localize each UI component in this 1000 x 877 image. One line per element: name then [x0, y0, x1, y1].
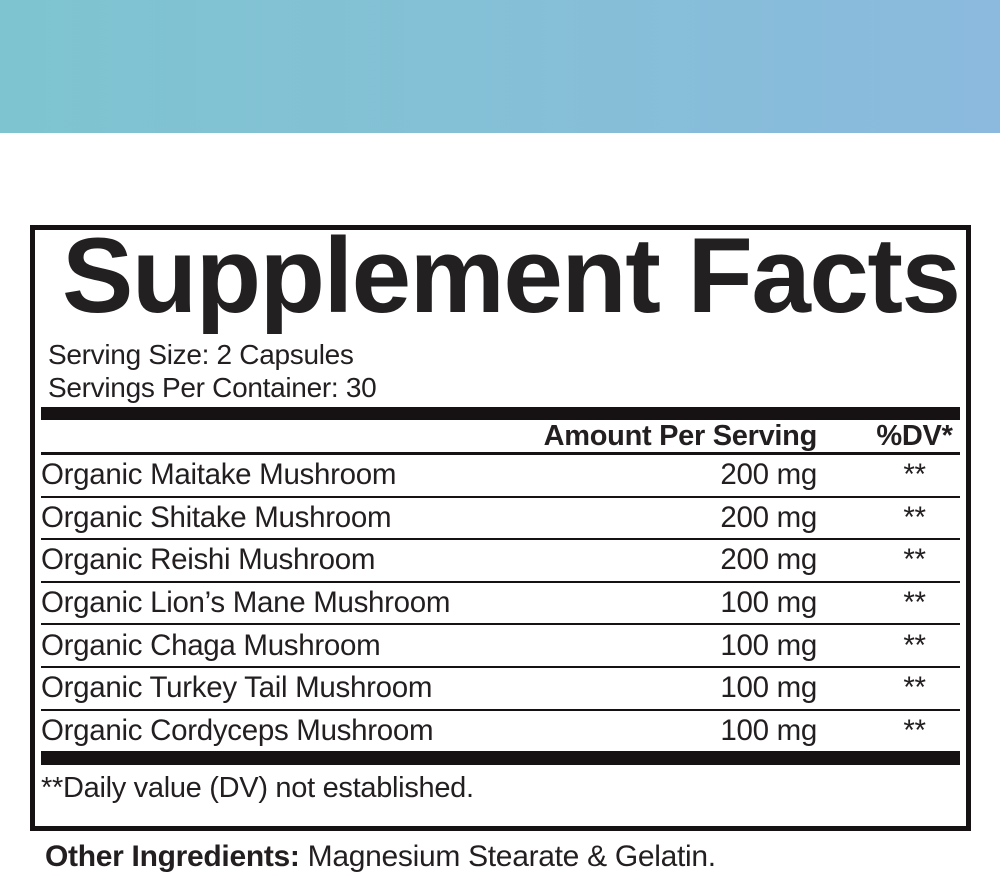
ingredient-dv: ** [903, 458, 926, 492]
table-row [41, 540, 960, 583]
other-ingredients-value: Magnesium Stearate & Gelatin. [299, 840, 716, 873]
header-amount-per-serving: Amount Per Serving [543, 419, 817, 452]
ingredient-amount: 100 mg [720, 586, 817, 620]
serving-info [48, 338, 960, 404]
ingredient-dv: ** [903, 713, 926, 747]
header-percent-dv: %DV* [876, 419, 953, 452]
ingredient-amount: 100 mg [720, 671, 817, 705]
table-header-row [41, 420, 960, 455]
ingredient-name: Organic Chaga Mushroom [41, 628, 381, 662]
table-row [41, 711, 960, 754]
ingredient-dv: ** [903, 671, 926, 705]
ingredient-amount: 200 mg [720, 458, 817, 492]
ingredient-dv: ** [903, 586, 926, 620]
ingredient-name: Organic Lion’s Mane Mushroom [41, 586, 451, 620]
table-row [41, 498, 960, 541]
table-row [41, 668, 960, 711]
ingredient-dv: ** [903, 543, 926, 577]
ingredient-name: Organic Turkey Tail Mushroom [41, 671, 433, 705]
ingredient-name: Organic Cordyceps Mushroom [41, 713, 434, 747]
ingredient-amount: 200 mg [720, 500, 817, 534]
servings-per-container-line: Servings Per Container: 30 [48, 372, 377, 403]
panel-title: Supplement Facts [62, 215, 960, 335]
serving-size-line: Serving Size: 2 Capsules [48, 339, 354, 370]
other-ingredients-line [45, 840, 716, 874]
table-row [41, 455, 960, 498]
supplement-facts-panel [30, 215, 971, 831]
ingredient-amount: 100 mg [720, 628, 817, 662]
footnote-top-bar [41, 753, 960, 765]
ingredient-amount: 200 mg [720, 543, 817, 577]
ingredient-dv: ** [903, 628, 926, 662]
header-top-bar [41, 407, 960, 420]
ingredient-name: Organic Reishi Mushroom [41, 543, 376, 577]
dv-footnote: **Daily value (DV) not established. [41, 772, 474, 805]
ingredient-dv: ** [903, 500, 926, 534]
ingredient-amount: 100 mg [720, 713, 817, 747]
ingredient-name: Organic Maitake Mushroom [41, 458, 397, 492]
other-ingredients-label: Other Ingredients: [45, 840, 300, 873]
table-row [41, 625, 960, 668]
ingredient-name: Organic Shitake Mushroom [41, 500, 392, 534]
top-gradient-band [0, 0, 1000, 133]
table-row [41, 583, 960, 626]
